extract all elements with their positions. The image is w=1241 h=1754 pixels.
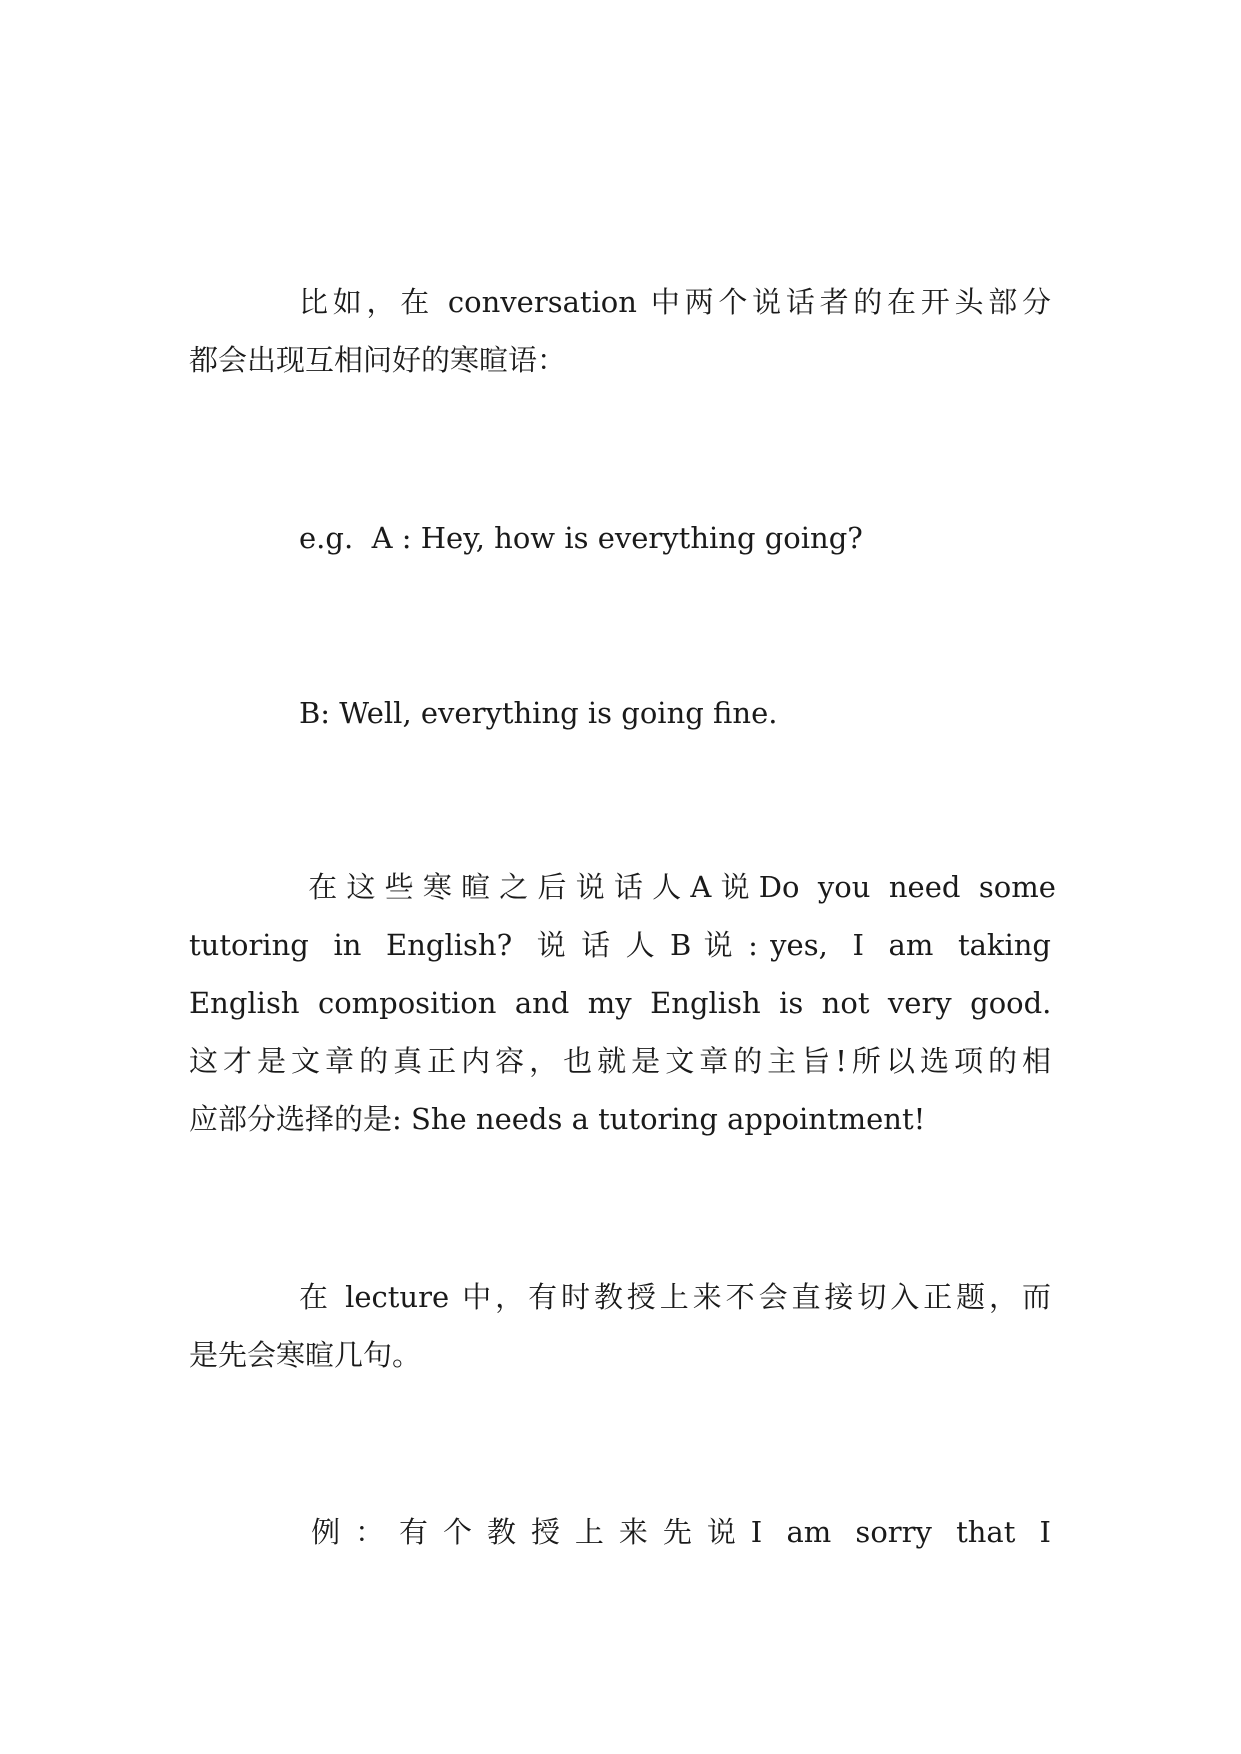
paragraph-4-line-1: 在 这 些 寒 暄 之 后 说 话 人 A 说 Do you need some	[299, 870, 1056, 904]
paragraph-1-line-1: 比如，在 conversation 中两个说话者的在开头部分	[299, 285, 1051, 319]
paragraph-4-line-3: English composition and my English is not very good.	[189, 986, 1052, 1020]
example-dialogue-b: B: Well, everything is going fine.	[299, 696, 778, 730]
paragraph-5-line-1: 在 lecture 中，有时教授上来不会直接切入正题，而	[299, 1280, 1051, 1314]
paragraph-1-line-2: 都会出现互相问好的寒暄语：	[189, 343, 567, 377]
paragraph-4-line-2: tutoring in English? 说 话 人 B 说 : yes, I am taking	[189, 928, 1051, 962]
paragraph-4-line-5: 应部分选择的是: She needs a tutoring appointment!	[189, 1102, 926, 1136]
paragraph-4-line-4: 这才是文章的真正内容，也就是文章的主旨!所以选项的相	[189, 1044, 1051, 1078]
paragraph-6-line-1: 例 ： 有 个 教 授 上 来 先 说 I am sorry that I	[299, 1515, 1051, 1549]
paragraph-5-line-2: 是先会寒暄几句。	[189, 1338, 422, 1372]
example-dialogue-a: e.g. A : Hey, how is everything going?	[299, 521, 863, 555]
